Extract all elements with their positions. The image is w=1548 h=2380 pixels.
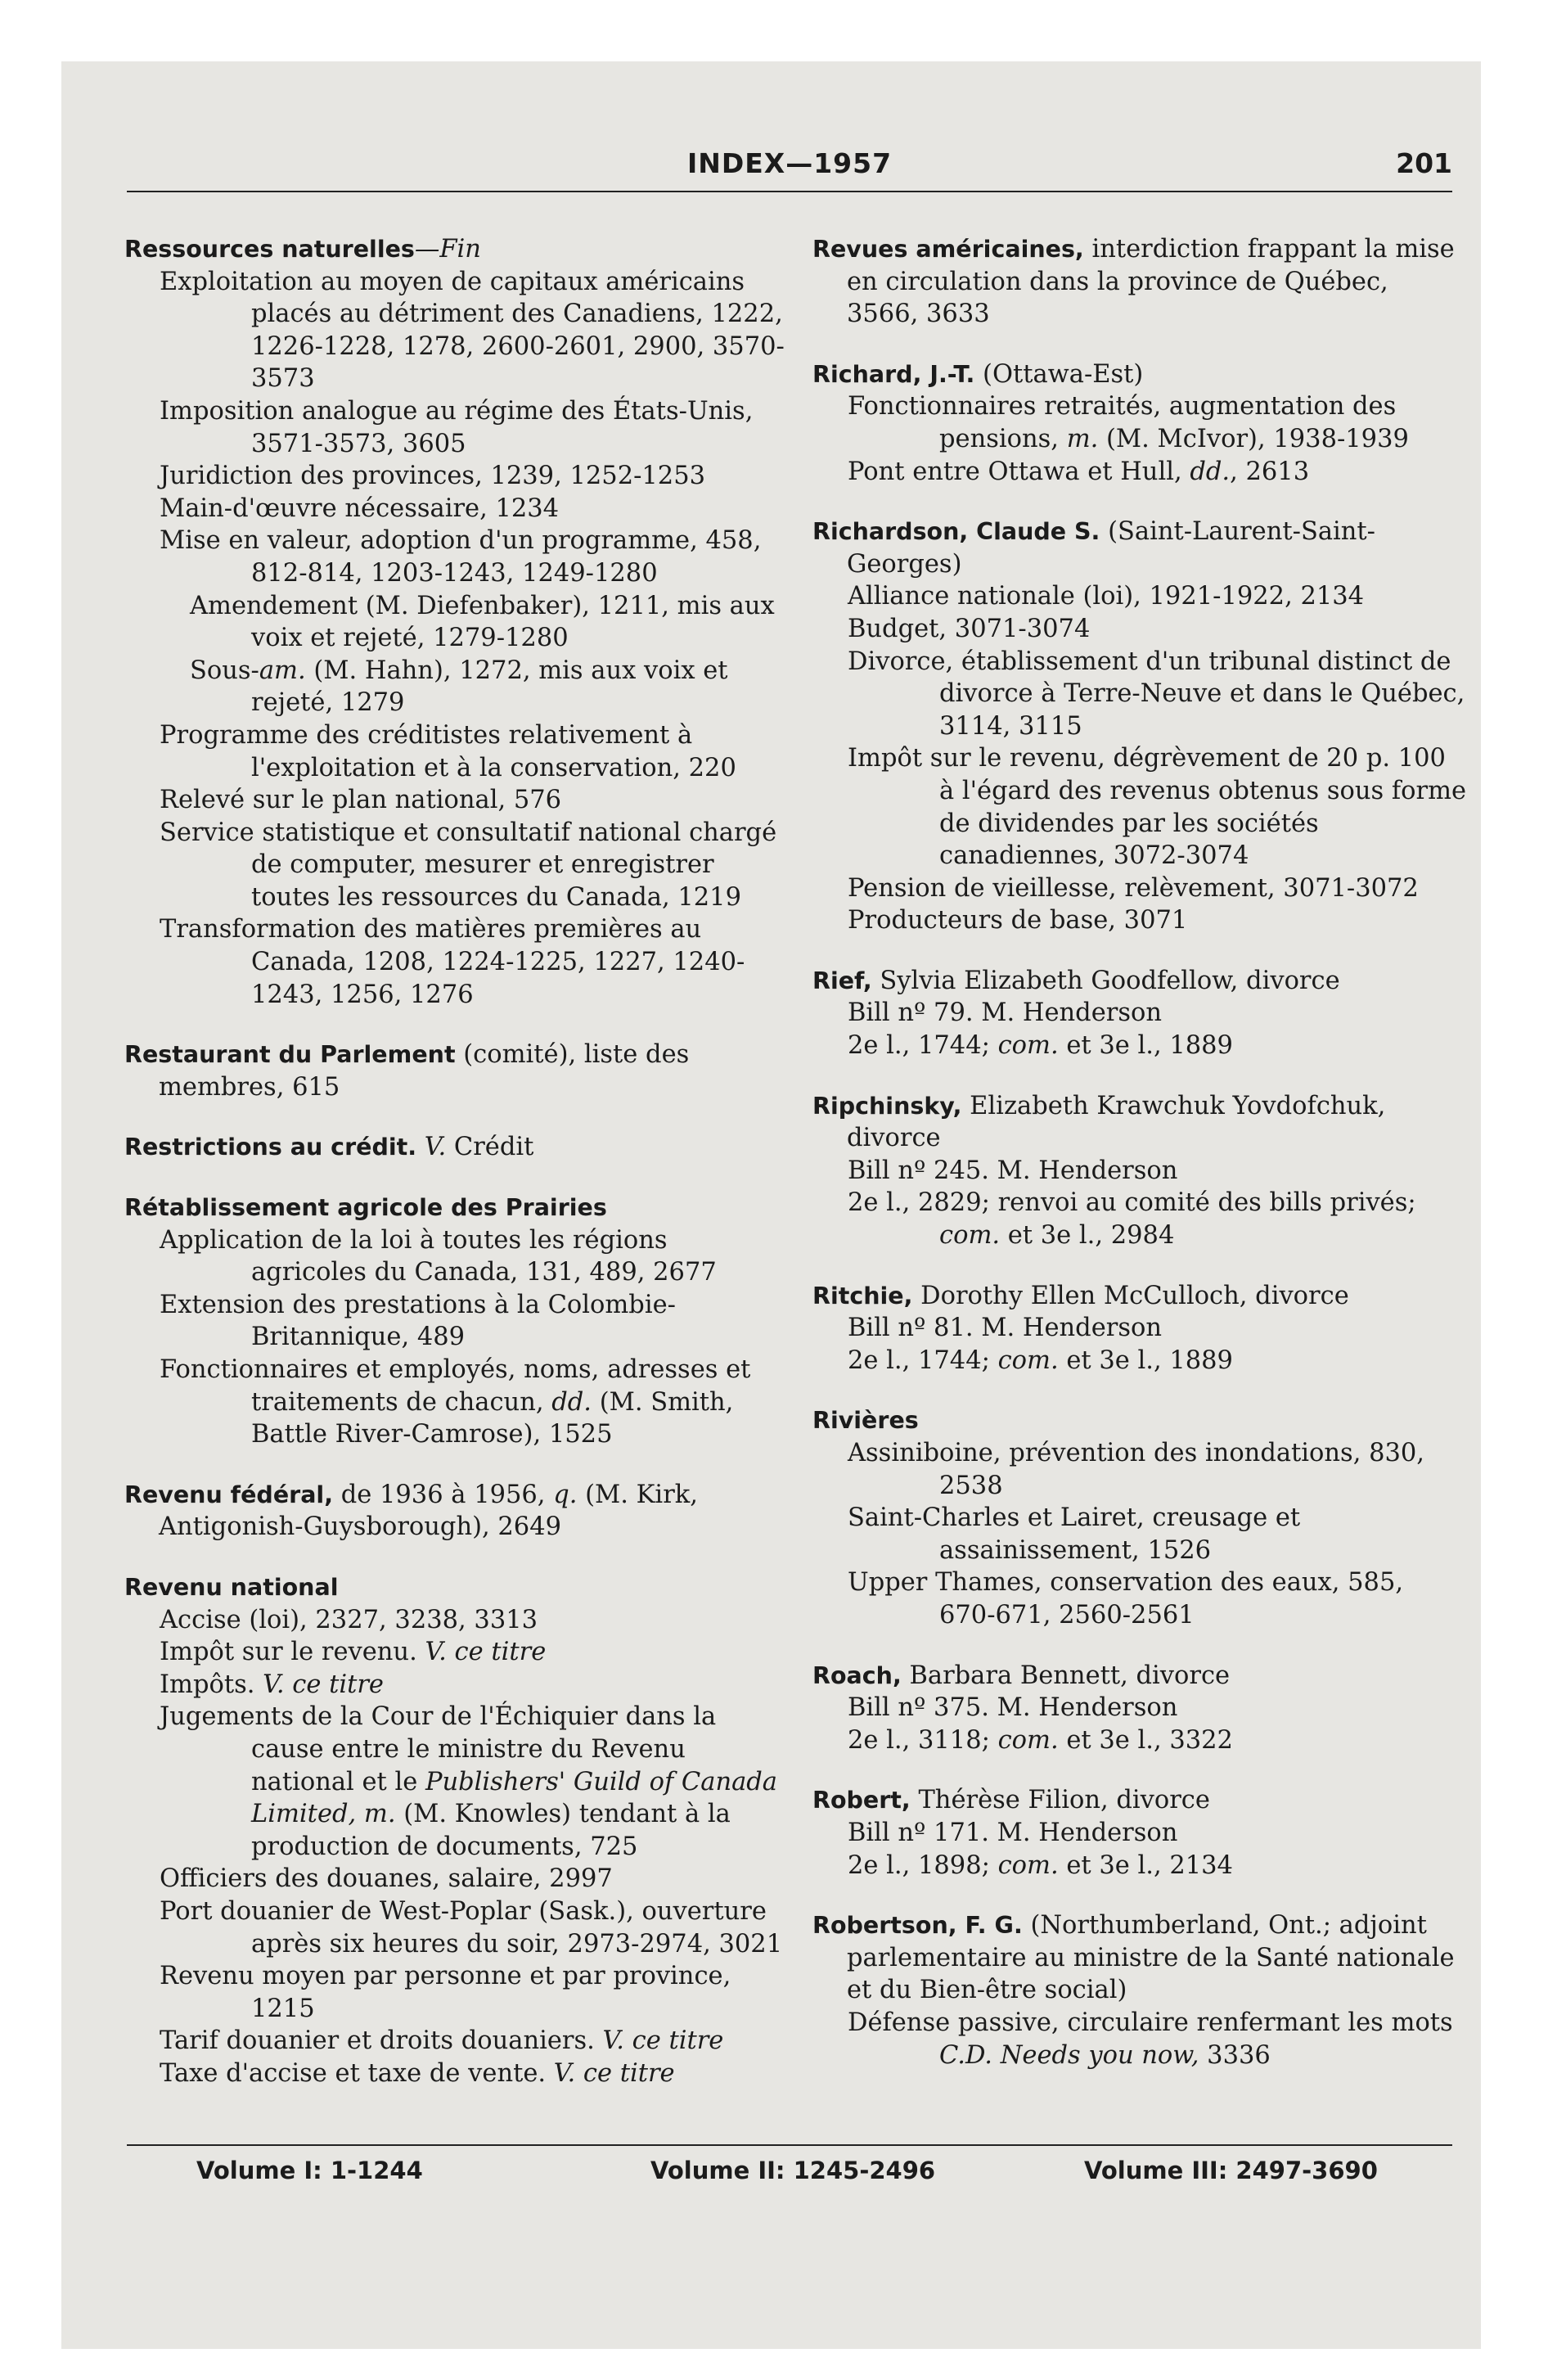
- subentry: Juridiction des provinces, 1239, 1252-1253: [160, 462, 706, 491]
- subentry: Divorce, établissement d'un tribunal distinct de divorce à Terre-Neuve et dans le Québec, 3114, 3115: [848, 647, 1465, 741]
- subentry: Producteurs de base, 3071: [848, 906, 1188, 935]
- subentry: 2e l., 1898; com. et 3e l., 2134: [848, 1850, 1233, 1880]
- index-entry: Ripchinsky, Elizabeth Krawchuk Yovdofchuk, divorce Bill nº 245. M. Henderson 2e l., 2829; renvoi au comité des bills privés; com. et 3e l., 2984: [812, 1090, 1467, 1252]
- entry-heading: Richard, J.-T.: [812, 360, 975, 388]
- subentry: Bill nº 171. M. Henderson: [848, 1818, 1178, 1847]
- index-entry: [124, 233, 787, 1011]
- subentry: 2e l., 1744; com. et 3e l., 1889: [848, 1346, 1233, 1375]
- subentry: Saint-Charles et Lairet, creusage et assainissement, 1526: [848, 1503, 1301, 1565]
- subentry: Main-d'œuvre nécessaire, 1234: [160, 494, 560, 523]
- subentry: Service statistique et consultatif national chargé de computer, mesurer et enregistrer toutes les ressources du Canada, 1219: [160, 818, 777, 912]
- subentry: Pont entre Ottawa et Hull, dd., 2613: [848, 457, 1310, 486]
- subentry: 2e l., 3118; com. et 3e l., 3322: [848, 1725, 1233, 1755]
- index-entry: [124, 1571, 787, 2090]
- index-entry: [124, 1039, 787, 1103]
- entry-heading: Richardson, Claude S.: [812, 518, 1100, 546]
- index-entry: [812, 1404, 1467, 1631]
- entry-heading: Revues américaines,: [812, 236, 1084, 263]
- index-entry: Revues américaines, interdiction frappant la mise en circulation dans la province de Québec, 3566, 3633: [812, 235, 1455, 329]
- index-entry: Ritchie, Dorothy Ellen McCulloch, divorce Bill nº 81. M. Henderson 2e l., 1744; com. et 3e l., 1889: [812, 1280, 1467, 1377]
- subentry: Relevé sur le plan national, 576: [160, 786, 562, 815]
- subentry: Bill nº 81. M. Henderson: [848, 1314, 1162, 1343]
- entry-heading: Rétablissement agricole des Prairies: [124, 1194, 607, 1222]
- entry-heading: Ressources naturelles: [124, 236, 415, 263]
- entry-heading: Ripchinsky,: [812, 1092, 962, 1120]
- index-entry: Restrictions au crédit. V. Crédit: [124, 1133, 534, 1162]
- volume-3-range: Volume III: 2497-3690: [1084, 2157, 1378, 2184]
- subentry: 2e l., 1744; com. et 3e l., 1889: [848, 1031, 1233, 1061]
- index-column-right: [812, 233, 1467, 2099]
- subentry: Budget, 3071-3074: [848, 614, 1091, 643]
- entry-heading: Robert,: [812, 1787, 911, 1814]
- subentry: Fonctionnaires retraités, augmentation des pensions, m. (M. McIvor), 1938-1939: [848, 392, 1409, 453]
- entry-heading: Restrictions au crédit.: [124, 1134, 417, 1161]
- subentry: Imposition analogue au régime des États-Unis, 3571-3573, 3605: [160, 396, 754, 458]
- subentry: Transformation des matières premières au Canada, 1208, 1224-1225, 1227, 1240-1243, 1256, 1276: [160, 915, 745, 1009]
- subentry: Upper Thames, conservation des eaux, 585, 670-671, 2560-2561: [848, 1568, 1404, 1629]
- entry-heading: Rief,: [812, 967, 872, 994]
- subentry: Impôts. V. ce titre: [160, 1670, 384, 1699]
- entry-heading: Robertson, F. G.: [812, 1912, 1023, 1940]
- heading-suffix: —Fin: [414, 235, 481, 264]
- subentry: 2e l., 2829; renvoi au comité des bills privés; com. et 3e l., 2984: [848, 1188, 1416, 1251]
- entry-text: (comité), liste des membres, 615: [159, 1040, 690, 1102]
- subentry: Mise en valeur, adoption d'un programme, 458, 812-814, 1203-1243, 1249-1280: [160, 526, 762, 588]
- subentry: Jugements de la Cour de l'Échiquier dans la cause entre le ministre du Revenu national et le Publishers' Guild of Canada Limited, m. (M. Knowles) tendant à la production de documents, 725: [160, 1702, 777, 1861]
- header-divider: [127, 191, 1452, 192]
- index-entry: Robertson, F. G. (Northumberland, Ont.; adjoint parlementaire au ministre de la Santé nationale et du Bien-être social) Défense passive, circulaire renfermant les mots C.D. Needs you now, 3336: [812, 1909, 1467, 2071]
- volume-2-range: Volume II: 1245-2496: [650, 2157, 936, 2184]
- subentry: Accise (loi), 2327, 3238, 3313: [160, 1605, 538, 1634]
- subentry: Exploitation au moyen de capitaux américains placés au détriment des Canadiens, 1222, 1226-1228, 1278, 2600-2601, 2900, 3570-3573: [160, 267, 785, 394]
- subentry: Défense passive, circulaire renfermant les mots C.D. Needs you now, 3336: [848, 2008, 1453, 2070]
- index-entry: [124, 1192, 787, 1451]
- subentry: Programme des créditistes relativement à l'exploitation et à la conservation, 220: [160, 720, 736, 782]
- sub-subentry: Amendement (M. Diefenbaker), 1211, mis aux voix et rejeté, 1279-1280: [190, 591, 775, 653]
- index-entry: Richard, J.-T. (Ottawa-Est) Fonctionnaires retraités, augmentation des pensions, m. (M. McIvor), 1938-1939 Pont entre Ottawa et Hull, dd., 2613: [812, 358, 1467, 488]
- subentry: Bill nº 375. M. Henderson: [848, 1693, 1178, 1723]
- running-header: [127, 147, 1452, 188]
- subentry: Application de la loi à toutes les régions agricoles du Canada, 131, 489, 2677: [160, 1225, 717, 1287]
- subentry: Officiers des douanes, salaire, 2997: [160, 1864, 613, 1894]
- entry-heading: Revenu fédéral,: [124, 1481, 334, 1508]
- subentry: Bill nº 79. M. Henderson: [848, 998, 1162, 1028]
- subentry: Fonctionnaires et employés, noms, adresses et traitements de chacun, dd. (M. Smith, Battle River-Camrose), 1525: [160, 1355, 751, 1449]
- index-entry: Rief, Sylvia Elizabeth Goodfellow, divorce Bill nº 79. M. Henderson 2e l., 1744; com. et 3e l., 1889: [812, 965, 1467, 1062]
- entry-text: Crédit: [446, 1133, 534, 1162]
- volume-1-range: Volume I: 1-1244: [196, 2157, 423, 2184]
- entry-heading: Revenu national: [124, 1573, 339, 1601]
- index-entry: Roach, Barbara Bennett, divorce Bill nº 375. M. Henderson 2e l., 3118; com. et 3e l., 3322: [812, 1660, 1467, 1757]
- entry-heading: Rivières: [812, 1407, 919, 1435]
- subentry: Port douanier de West-Poplar (Sask.), ouverture après six heures du soir, 2973-2974, 3021: [160, 1896, 783, 1959]
- page-number: 201: [1396, 147, 1452, 179]
- index-entry: Robert, Thérèse Filion, divorce Bill nº 171. M. Henderson 2e l., 1898; com. et 3e l., 2134: [812, 1784, 1467, 1882]
- index-entry: Revenu fédéral, de 1936 à 1956, q. (M. Kirk, Antigonish-Guysborough), 2649: [124, 1480, 698, 1542]
- page-title: INDEX—1957: [686, 147, 893, 179]
- subentry: Bill nº 245. M. Henderson: [848, 1156, 1178, 1185]
- index-column-left: [124, 233, 787, 2117]
- index-entry: Richardson, Claude S. (Saint-Laurent-Saint-Georges) Alliance nationale (loi), 1921-1922, 2134 Budget, 3071-3074 Divorce, établissement d'un tribunal distinct de divorce à Terre-Neuve et dans le Québec, 3114, 3115 Impôt sur le revenu, dégrèvement de 20 p. 100 à l'égard des revenus obtenus sous forme de dividendes par les sociétés canadiennes, 3072-3074 Pension de vieillesse, relèvement, 3071-3072 Producteurs de base, 3071: [812, 516, 1467, 937]
- entry-heading: Restaurant du Parlement: [124, 1041, 456, 1069]
- subentry: Pension de vieillesse, relèvement, 3071-3072: [848, 873, 1419, 903]
- entry-heading: Ritchie,: [812, 1282, 913, 1309]
- subentry: Taxe d'accise et taxe de vente. V. ce titre: [160, 2058, 675, 2088]
- subentry: Assiniboine, prévention des inondations, 830, 2538: [848, 1439, 1424, 1500]
- volume-legend: [127, 2157, 1452, 2189]
- subentry: Revenu moyen par personne et par province, 1215: [160, 1962, 731, 2023]
- sub-subentry: Sous-am. (M. Hahn), 1272, mis aux voix et rejeté, 1279: [190, 656, 728, 718]
- subentry: Extension des prestations à la Colombie-Britannique, 489: [160, 1290, 676, 1352]
- footer-divider: [127, 2144, 1452, 2146]
- subentry: Alliance nationale (loi), 1921-1922, 2134: [848, 582, 1365, 611]
- entry-heading: Roach,: [812, 1661, 902, 1689]
- subentry: Impôt sur le revenu, dégrèvement de 20 p. 100 à l'égard des revenus obtenus sous forme de dividendes par les sociétés canadiennes, 3072-3074: [848, 744, 1467, 871]
- subentry: Tarif douanier et droits douaniers. V. ce titre: [160, 2026, 724, 2056]
- subentry: Impôt sur le revenu. V. ce titre: [160, 1638, 547, 1667]
